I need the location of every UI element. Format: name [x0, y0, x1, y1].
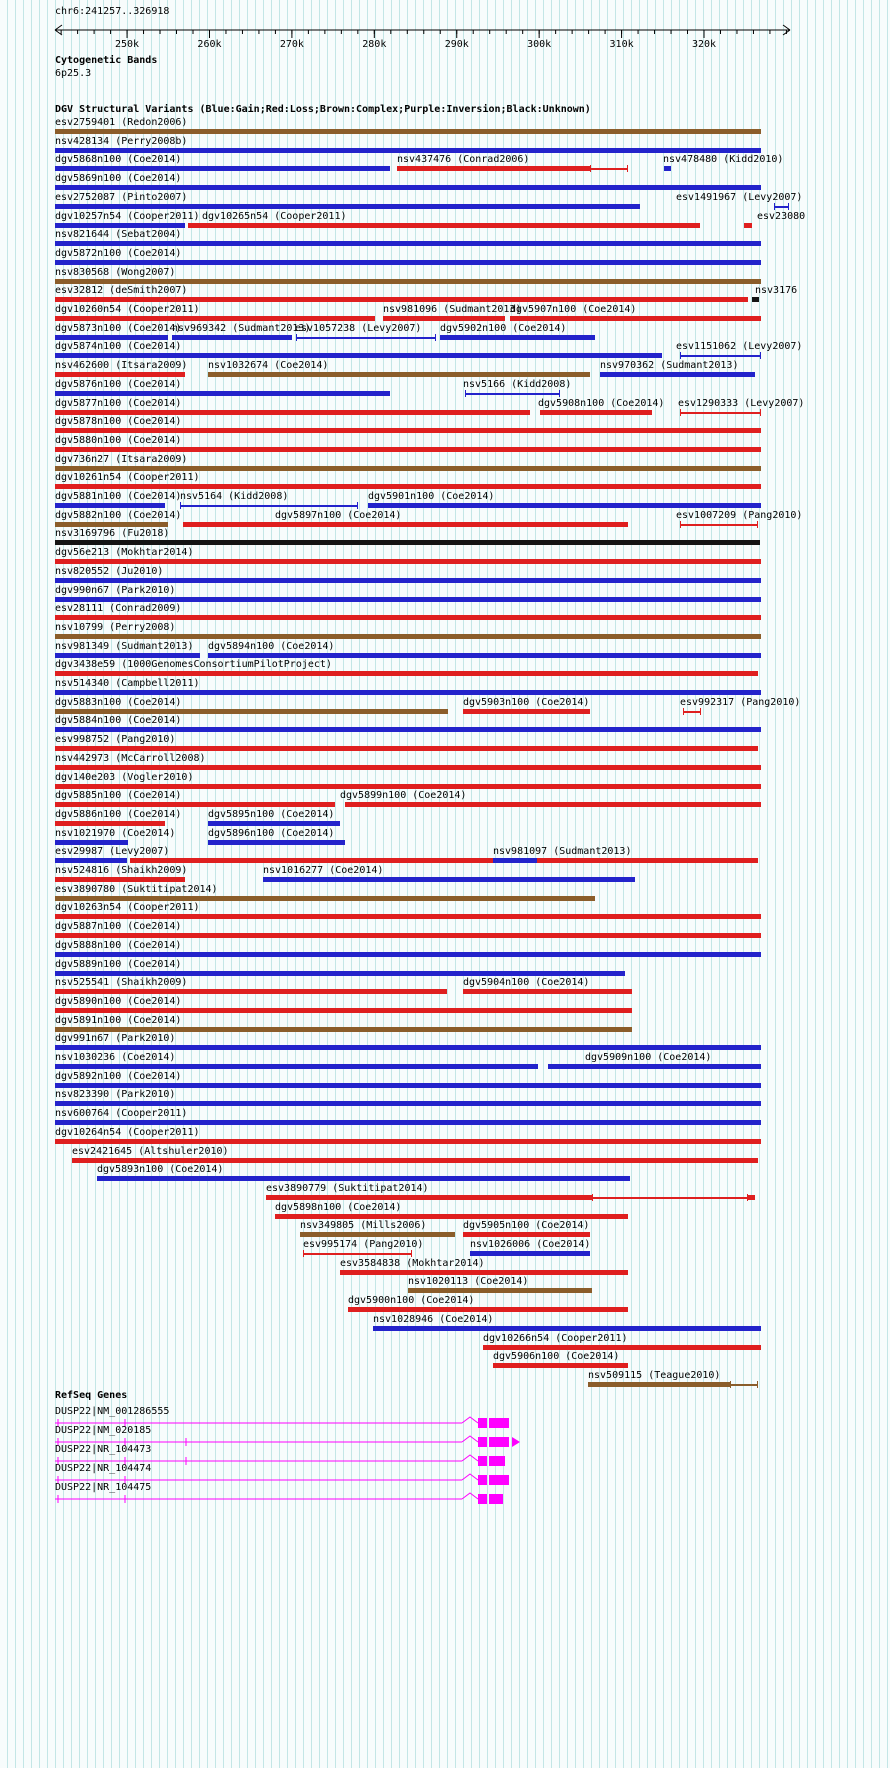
variant-bar[interactable] [383, 316, 505, 321]
variant-label[interactable]: dgv5909n100 (Coe2014) [585, 1052, 712, 1063]
exon-block [478, 1475, 487, 1485]
variant-label[interactable]: esv1151062 (Levy2007) [676, 341, 803, 353]
variant-label[interactable]: dgv3438e59 (1000GenomesConsortiumPilotProject) [55, 659, 332, 671]
variant-label[interactable]: dgv5905n100 (Coe2014) [463, 1220, 590, 1232]
variant-bar-tick[interactable] [680, 409, 681, 416]
variant-label[interactable]: nsv3169796 (Fu2018) [55, 528, 170, 540]
ruler-arrowhead-icon [783, 25, 790, 30]
variant-bar-tick[interactable] [683, 708, 684, 715]
variant-bar[interactable] [172, 335, 292, 340]
variant-label[interactable]: esv2421645 (Altshuler2010) [72, 1145, 229, 1157]
variant-label[interactable]: esv3584838 (Mokhtar2014) [340, 1257, 485, 1269]
variant-bar-line[interactable] [680, 355, 761, 357]
variant-bar[interactable] [55, 933, 761, 938]
variant-label[interactable]: dgv5882n100 (Coe2014) [55, 509, 182, 521]
variant-label[interactable]: dgv5908n100 (Coe2014) [538, 397, 665, 409]
exon-block [489, 1437, 509, 1447]
variant-bar[interactable] [483, 1345, 761, 1350]
variant-label[interactable]: esv29987 (Levy2007) [55, 846, 170, 858]
ruler-tick-label: 310k [609, 39, 634, 50]
splice-caret [462, 1417, 478, 1423]
variant-bar[interactable] [55, 223, 185, 228]
variant-bar[interactable] [348, 1307, 628, 1312]
variant-bar[interactable] [55, 578, 761, 583]
variant-label[interactable]: esv3890780 (Suktitipat2014) [55, 883, 218, 895]
variant-label[interactable]: dgv736n27 (Itsara2009) [55, 453, 188, 465]
variant-bar[interactable] [55, 335, 168, 340]
variant-label[interactable]: dgv5883n100 (Coe2014) [55, 696, 182, 708]
exon-block [489, 1475, 509, 1485]
variant-bar-tick[interactable] [774, 203, 775, 210]
variant-label[interactable]: dgv5891n100 (Coe2014) [55, 1014, 182, 1026]
variant-bar[interactable] [55, 372, 185, 377]
variant-label[interactable]: dgv5900n100 (Coe2014) [348, 1295, 475, 1307]
variant-bar[interactable] [55, 1008, 632, 1013]
variant-bar[interactable] [463, 1232, 590, 1237]
variant-bar[interactable] [55, 1064, 538, 1069]
variant-bar-tick[interactable] [296, 334, 297, 341]
variant-bar-tick[interactable] [757, 521, 758, 528]
variant-bar[interactable] [55, 1139, 761, 1144]
variant-bar[interactable] [300, 1232, 455, 1237]
variant-label[interactable]: dgv5877n100 (Coe2014) [55, 397, 182, 409]
exon-block [478, 1437, 487, 1447]
variant-bar-tick[interactable] [788, 203, 789, 210]
variant-bar[interactable] [97, 1176, 630, 1181]
gene-label[interactable]: DUSP22|NR_104473 [55, 1444, 152, 1455]
variant-label[interactable]: dgv10261n54 (Cooper2011) [55, 472, 200, 484]
variant-bar[interactable] [263, 877, 635, 882]
variant-bar[interactable] [208, 653, 761, 658]
variant-bar[interactable] [440, 335, 595, 340]
variant-bar-tick[interactable] [357, 502, 358, 509]
variant-bar-tick[interactable] [465, 390, 466, 397]
variant-label[interactable]: dgv5888n100 (Coe2014) [55, 939, 182, 951]
ruler-arrowhead-icon [55, 25, 62, 30]
exon-block [478, 1494, 487, 1504]
variant-bar[interactable] [493, 858, 537, 863]
variant-label[interactable]: nsv10799 (Perry2008) [55, 621, 176, 633]
variant-bar-line[interactable] [683, 711, 701, 713]
variant-label[interactable]: dgv5906n100 (Coe2014) [493, 1351, 620, 1363]
variant-bar[interactable] [55, 765, 761, 770]
variant-label[interactable]: esv2752087 (Pinto2007) [55, 191, 188, 203]
variant-label[interactable]: esv32812 (deSmith2007) [55, 285, 188, 297]
variant-bar[interactable] [183, 522, 628, 527]
variant-bar[interactable] [55, 297, 748, 302]
variant-label[interactable]: nsv462600 (Itsara2009) [55, 360, 188, 372]
variant-bar[interactable] [55, 746, 758, 751]
splice-caret [462, 1474, 478, 1480]
variant-bar[interactable] [408, 1288, 592, 1293]
variant-bar-tick[interactable] [303, 1250, 304, 1257]
variant-bar-line[interactable] [680, 412, 761, 414]
ruler-tick-label: 300k [527, 39, 552, 50]
variant-label[interactable]: nsv349805 (Mills2006) [300, 1220, 427, 1232]
variant-bar-tick[interactable] [627, 165, 628, 172]
variant-label[interactable]: nsv969342 (Sudmant2013) [172, 322, 311, 334]
variant-label[interactable]: dgv5884n100 (Coe2014) [55, 715, 182, 727]
variant-bar-tick[interactable] [730, 1381, 731, 1388]
variant-bar[interactable] [266, 1195, 592, 1200]
ruler-tick-label: 270k [279, 39, 304, 50]
variant-bar[interactable] [55, 241, 761, 246]
variant-label[interactable]: nsv514340 (Campbell2011) [55, 678, 200, 689]
variant-label[interactable]: dgv10264n54 (Cooper2011) [55, 1126, 200, 1138]
variant-bar[interactable] [470, 1251, 590, 1256]
variant-bar[interactable] [55, 522, 168, 527]
variant-label[interactable]: dgv5885n100 (Coe2014) [55, 790, 182, 802]
variant-label[interactable]: nsv981097 (Sudmant2013) [493, 846, 632, 858]
variant-label[interactable]: dgv5907n100 (Coe2014) [510, 304, 637, 315]
variant-label[interactable]: dgv5894n100 (Coe2014) [208, 640, 335, 652]
variant-bar-line[interactable] [590, 168, 628, 170]
variant-bar-line[interactable] [680, 524, 758, 526]
variant-label[interactable]: dgv5874n100 (Coe2014) [55, 341, 182, 353]
variant-label[interactable]: dgv5903n100 (Coe2014) [463, 696, 590, 708]
variant-bar[interactable] [55, 503, 165, 508]
variant-label[interactable]: nsv442973 (McCarroll2008) [55, 752, 206, 764]
variant-label[interactable]: dgv5890n100 (Coe2014) [55, 995, 182, 1007]
variant-label[interactable]: dgv10257n54 (Cooper2011) [55, 210, 200, 222]
variant-label[interactable]: nsv820552 (Ju2010) [55, 565, 164, 577]
variant-label[interactable]: dgv5898n100 (Coe2014) [275, 1201, 402, 1213]
variant-bar[interactable] [373, 1326, 761, 1331]
variant-bar[interactable] [368, 503, 761, 508]
variant-bar[interactable] [55, 260, 761, 265]
variant-bar[interactable] [340, 1270, 628, 1275]
variant-bar[interactable] [55, 540, 760, 545]
exon-block [489, 1456, 505, 1466]
variant-label[interactable]: nsv830568 (Wong2007) [55, 266, 176, 278]
variant-bar[interactable] [600, 372, 755, 377]
variant-bar[interactable] [548, 1064, 761, 1069]
variant-bar[interactable] [55, 727, 761, 732]
variant-bar-tick[interactable] [592, 1194, 593, 1201]
variant-label[interactable]: nsv1021970 (Coe2014) [55, 827, 176, 839]
variant-bar[interactable] [55, 671, 758, 676]
cytobands-title: Cytogenetic Bands [55, 55, 158, 66]
dgv-title: DGV Structural Variants (Blue:Gain;Red:Loss;Brown:Complex;Purple:Inversion;Black:Unknown) [55, 104, 591, 115]
ruler-tick-label: 260k [197, 39, 222, 50]
variant-bar[interactable] [55, 204, 640, 209]
variant-label[interactable]: nsv981349 (Sudmant2013) [55, 640, 194, 652]
variant-bar[interactable] [55, 166, 390, 171]
variant-bar[interactable] [588, 1382, 730, 1387]
variant-bar[interactable] [55, 484, 761, 489]
variant-label[interactable]: nsv5166 (Kidd2008) [463, 378, 572, 390]
ruler-tick-label: 280k [362, 39, 387, 50]
variant-bar-line[interactable] [296, 337, 436, 339]
variant-bar[interactable] [55, 896, 595, 901]
variant-bar[interactable] [540, 410, 652, 415]
variant-label[interactable]: dgv10266n54 (Cooper2011) [483, 1332, 628, 1344]
variant-label[interactable]: nsv524816 (Shaikh2009) [55, 865, 188, 876]
variant-label[interactable]: nsv478480 (Kidd2010) [663, 154, 784, 166]
variant-bar[interactable] [55, 690, 761, 695]
variant-bar[interactable] [55, 877, 185, 882]
variant-label[interactable]: esv1491967 (Levy2007) [676, 191, 803, 203]
variant-bar[interactable] [188, 223, 700, 228]
variant-bar[interactable] [55, 391, 390, 396]
variant-bar[interactable] [55, 971, 625, 976]
variant-label[interactable]: esv1057238 (Levy2007) [295, 322, 422, 334]
variant-label[interactable]: esv1007209 (Pang2010) [676, 509, 803, 521]
variant-bar-line[interactable] [774, 206, 789, 208]
variant-bar[interactable] [55, 989, 447, 994]
variant-label[interactable]: nsv600764 (Cooper2011) [55, 1108, 188, 1120]
variant-bar[interactable] [55, 709, 448, 714]
variant-label[interactable]: nsv1028946 (Coe2014) [373, 1313, 494, 1325]
ruler-tick-label: 290k [444, 39, 469, 50]
variant-label[interactable]: esv28111 (Conrad2009) [55, 603, 182, 615]
ruler-tick-label: 250k [115, 39, 140, 50]
variant-label[interactable]: dgv5901n100 (Coe2014) [368, 491, 495, 502]
gene-label[interactable]: DUSP22|NM_020185 [55, 1425, 152, 1436]
splice-caret [462, 1455, 478, 1461]
variant-label[interactable]: dgv5887n100 (Coe2014) [55, 921, 182, 933]
variant-bar[interactable] [55, 821, 165, 826]
variant-bar[interactable] [463, 709, 590, 714]
gene-label[interactable]: DUSP22|NR_104475 [55, 1482, 152, 1493]
variant-bar-tick[interactable] [700, 708, 701, 715]
variant-label[interactable]: dgv10260n54 (Cooper2011) [55, 304, 200, 315]
ruler-tick-label: 320k [691, 39, 717, 50]
variant-bar[interactable] [55, 840, 128, 845]
variant-label[interactable]: dgv990n67 (Park2010) [55, 584, 176, 596]
coordinate-ruler [0, 20, 890, 54]
variant-bar-tick[interactable] [411, 1250, 412, 1257]
variant-bar[interactable] [55, 914, 761, 919]
variant-bar[interactable] [275, 1214, 628, 1219]
variant-bar[interactable] [55, 316, 375, 321]
variant-label[interactable]: nsv1016277 (Coe2014) [263, 865, 384, 876]
variant-bar[interactable] [345, 802, 761, 807]
variant-bar[interactable] [748, 1195, 755, 1200]
variant-label[interactable]: esv998752 (Pang2010) [55, 734, 176, 746]
variant-bar-tick[interactable] [680, 352, 681, 359]
variant-label[interactable]: dgv5880n100 (Coe2014) [55, 434, 182, 446]
variant-bar[interactable] [55, 952, 761, 957]
variant-bar[interactable] [493, 1363, 628, 1368]
variant-label[interactable]: nsv1026006 (Coe2014) [470, 1239, 591, 1250]
variant-label[interactable]: dgv991n67 (Park2010) [55, 1033, 176, 1045]
variant-bar-line[interactable] [303, 1253, 412, 1255]
variant-bar[interactable] [463, 989, 632, 994]
variant-label[interactable]: nsv1020113 (Coe2014) [408, 1276, 529, 1288]
variant-label[interactable]: nsv970362 (Sudmant2013) [600, 360, 739, 372]
variant-label[interactable]: nsv1032674 (Coe2014) [208, 360, 329, 372]
variant-bar[interactable] [55, 615, 761, 620]
variant-label[interactable]: nsv3176 [755, 285, 798, 297]
variant-bar[interactable] [55, 279, 761, 284]
variant-label[interactable]: dgv5895n100 (Coe2014) [208, 808, 335, 820]
variant-bar[interactable] [752, 297, 759, 302]
variant-label[interactable]: dgv5889n100 (Coe2014) [55, 958, 182, 970]
variant-bar[interactable] [55, 858, 127, 863]
variant-label[interactable]: dgv5872n100 (Coe2014) [55, 247, 182, 259]
variant-label[interactable]: dgv5876n100 (Coe2014) [55, 378, 182, 390]
variant-label[interactable]: dgv10265n54 (Cooper2011) [202, 210, 347, 222]
variant-label[interactable]: nsv1030236 (Coe2014) [55, 1052, 176, 1063]
variant-bar[interactable] [55, 653, 200, 658]
variant-bar-tick[interactable] [757, 1381, 758, 1388]
region-label: chr6:241257..326918 [55, 6, 170, 17]
variant-label[interactable]: nsv5164 (Kidd2008) [180, 491, 289, 502]
variant-bar[interactable] [55, 428, 761, 433]
splice-caret [462, 1436, 478, 1442]
variant-bar-tick[interactable] [435, 334, 436, 341]
variant-bar[interactable] [744, 223, 752, 228]
variant-label[interactable]: nsv821644 (Sebat2004) [55, 229, 182, 241]
variant-bar[interactable] [55, 784, 761, 789]
splice-caret [462, 1493, 478, 1499]
variant-bar[interactable] [208, 372, 590, 377]
variant-bar[interactable] [130, 858, 758, 863]
variant-bar[interactable] [55, 1027, 632, 1032]
variant-bar-line[interactable] [465, 393, 560, 395]
gene-model[interactable] [0, 1491, 560, 1507]
variant-bar[interactable] [397, 166, 590, 171]
cytoband-label: 6p25.3 [55, 68, 92, 79]
variant-bar[interactable] [55, 466, 761, 471]
variant-label[interactable]: dgv5893n100 (Coe2014) [97, 1164, 224, 1176]
variant-label[interactable]: nsv525541 (Shaikh2009) [55, 977, 188, 989]
variant-label[interactable]: dgv5878n100 (Coe2014) [55, 416, 182, 428]
variant-label[interactable]: nsv437476 (Conrad2006) [397, 154, 530, 166]
variant-label[interactable]: dgv5902n100 (Coe2014) [440, 322, 567, 334]
variant-bar[interactable] [664, 166, 671, 171]
variant-label[interactable]: dgv5873n100 (Coe2014) [55, 322, 182, 334]
variant-label[interactable]: esv995174 (Pang2010) [303, 1239, 424, 1250]
exon-block [489, 1418, 509, 1428]
variant-bar-tick[interactable] [760, 352, 761, 359]
variant-label[interactable]: dgv140e203 (Vogler2010) [55, 771, 194, 783]
variant-label[interactable]: dgv10263n54 (Cooper2011) [55, 902, 200, 914]
variant-label[interactable]: esv2759401 (Redon2006) [55, 117, 188, 128]
gene-label[interactable]: DUSP22|NM_001286555 [55, 1406, 170, 1417]
variant-label[interactable]: dgv56e213 (Mokhtar2014) [55, 547, 194, 559]
variant-bar[interactable] [55, 353, 662, 358]
direction-arrow-icon [512, 1437, 520, 1447]
variant-label[interactable]: dgv5899n100 (Coe2014) [340, 790, 467, 802]
variant-bar[interactable] [72, 1158, 758, 1163]
variant-bar-line[interactable] [180, 505, 358, 507]
variant-bar[interactable] [510, 316, 761, 321]
variant-label[interactable]: nsv823390 (Park2010) [55, 1089, 176, 1101]
variant-bar[interactable] [55, 148, 761, 153]
variant-bar[interactable] [55, 129, 761, 134]
variant-label[interactable]: esv992317 (Pang2010) [680, 696, 801, 708]
variant-label[interactable]: esv1290333 (Levy2007) [678, 397, 805, 409]
variant-bar-tick[interactable] [559, 390, 560, 397]
variant-label[interactable]: nsv509115 (Teague2010) [588, 1369, 721, 1381]
variant-label[interactable]: dgv5892n100 (Coe2014) [55, 1070, 182, 1082]
variant-label[interactable]: dgv5897n100 (Coe2014) [275, 509, 402, 521]
exon-block [478, 1456, 487, 1466]
variant-bar[interactable] [55, 597, 761, 602]
variant-label[interactable]: dgv5869n100 (Coe2014) [55, 173, 182, 185]
variant-bar-line[interactable] [730, 1384, 758, 1386]
variant-bar[interactable] [55, 447, 761, 452]
variant-label[interactable]: dgv5868n100 (Coe2014) [55, 154, 182, 166]
variant-bar[interactable] [55, 802, 335, 807]
variant-bar[interactable] [55, 559, 761, 564]
variant-label[interactable]: dgv5896n100 (Coe2014) [208, 827, 335, 839]
variant-bar[interactable] [55, 1101, 761, 1106]
variant-bar[interactable] [55, 1120, 761, 1125]
variant-bar-line[interactable] [592, 1197, 748, 1199]
variant-label[interactable]: dgv5881n100 (Coe2014) [55, 491, 182, 502]
variant-bar[interactable] [55, 410, 530, 415]
variant-label[interactable]: nsv428134 (Perry2008b) [55, 135, 188, 147]
variant-bar[interactable] [208, 840, 345, 845]
variant-bar-tick[interactable] [180, 502, 181, 509]
variant-bar-tick[interactable] [760, 409, 761, 416]
gene-label[interactable]: DUSP22|NR_104474 [55, 1463, 152, 1474]
exon-block [489, 1494, 503, 1504]
variant-label[interactable]: dgv5904n100 (Coe2014) [463, 977, 590, 989]
variant-bar[interactable] [55, 1045, 761, 1050]
variant-label[interactable]: nsv981096 (Sudmant2013) [383, 304, 522, 315]
variant-bar-tick[interactable] [680, 521, 681, 528]
variant-bar[interactable] [55, 634, 761, 639]
refseq-title: RefSeq Genes [55, 1390, 128, 1401]
variant-label[interactable]: esv23080 [757, 210, 806, 222]
variant-bar[interactable] [55, 185, 761, 190]
variant-label[interactable]: esv3890779 (Suktitipat2014) [266, 1182, 429, 1194]
variant-bar[interactable] [55, 1083, 761, 1088]
variant-bar[interactable] [208, 821, 340, 826]
variant-bar-tick[interactable] [590, 165, 591, 172]
variant-label[interactable]: dgv5886n100 (Coe2014) [55, 808, 182, 820]
exon-block [478, 1418, 487, 1428]
